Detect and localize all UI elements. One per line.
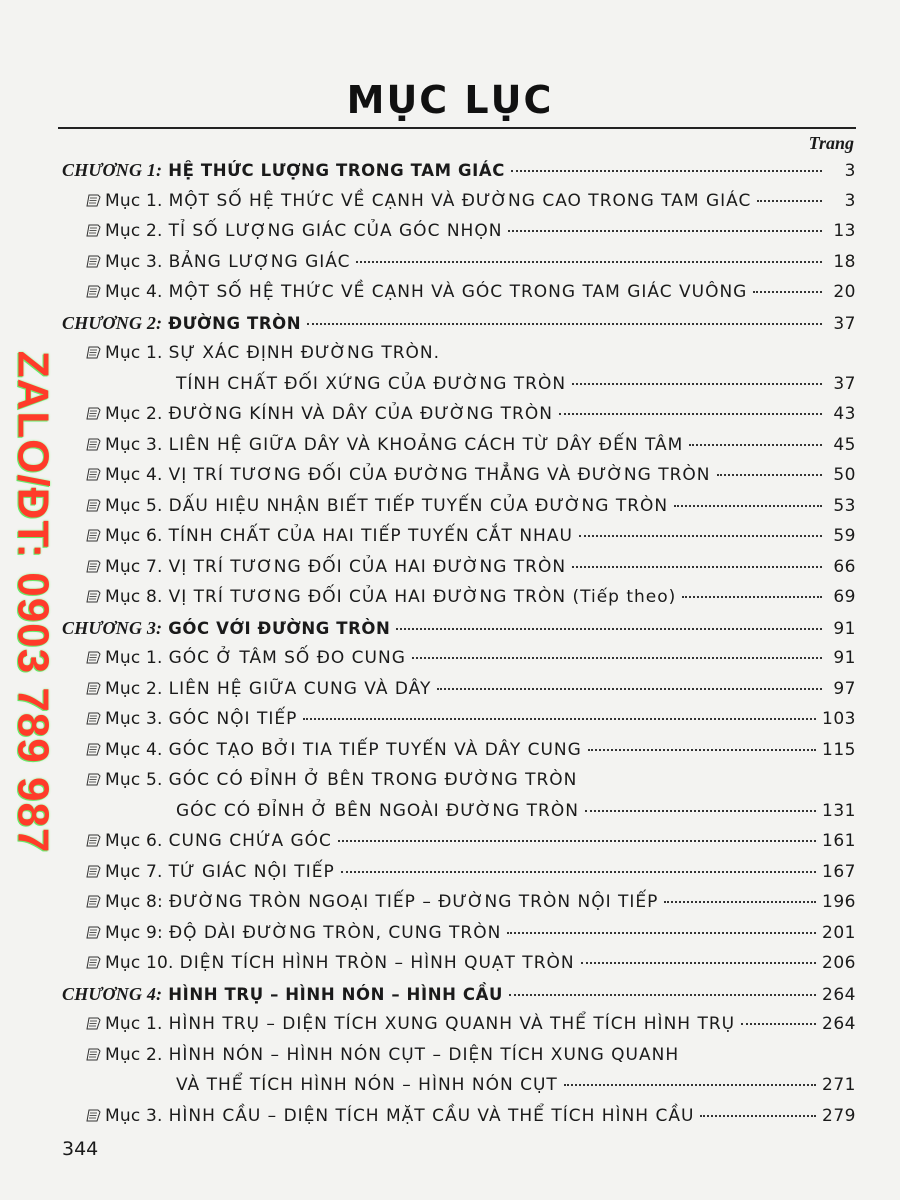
section-prefix: Mục 2. — [105, 1044, 163, 1065]
section-title: SỰ XÁC ĐỊNH ĐƯỜNG TRÒN. — [168, 343, 441, 363]
section-title: LIÊN HỆ GIỮA DÂY VÀ KHOẢNG CÁCH TỪ DÂY ĐẾN TÂM — [168, 434, 684, 455]
section-prefix: Mục 3. — [105, 434, 163, 455]
dot-leader — [717, 474, 823, 476]
section-title: GÓC CÓ ĐỈNH Ở BÊN TRONG ĐƯỜNG TRÒN — [168, 770, 578, 790]
dot-leader — [682, 596, 822, 598]
dot-leader — [689, 444, 822, 446]
toc-section-continuation — [176, 374, 856, 394]
page-icon — [86, 222, 101, 235]
section-title: VỊ TRÍ TƯƠNG ĐỐI CỦA HAI ĐƯỜNG TRÒN (Tiếp theo) — [168, 587, 677, 607]
chapter-label: CHƯƠNG 2: — [62, 312, 163, 333]
toc-section-row — [86, 1014, 856, 1034]
section-title: DẤU HIỆU NHẬN BIẾT TIẾP TUYẾN CỦA ĐƯỜNG TRÒN — [168, 495, 669, 516]
section-prefix: Mục 1. — [105, 190, 163, 211]
chapter-page-number: 264 — [822, 984, 856, 1005]
page-icon — [86, 588, 101, 601]
section-title: VỊ TRÍ TƯƠNG ĐỐI CỦA ĐƯỜNG THẲNG VÀ ĐƯỜNG TRÒN — [168, 465, 711, 485]
dot-leader — [753, 291, 822, 293]
page-icon — [86, 710, 101, 723]
page-column-header: Trang — [808, 133, 854, 153]
toc-section-row — [86, 1045, 679, 1065]
toc-section-row — [86, 892, 856, 912]
toc-section-row — [86, 252, 856, 272]
toc-section-row — [86, 587, 856, 607]
dot-leader — [507, 932, 816, 934]
section-page-number: 201 — [822, 922, 856, 943]
toc-section-row — [86, 953, 856, 973]
section-page-number: 43 — [833, 404, 856, 424]
page-icon — [86, 924, 101, 937]
section-page-number: 20 — [833, 282, 856, 302]
section-title-continued: VÀ THỂ TÍCH HÌNH NÓN – HÌNH NÓN CỤT — [176, 1075, 558, 1095]
page-icon — [86, 954, 101, 967]
page-icon — [86, 192, 101, 205]
section-prefix: Mục 9: — [105, 922, 163, 943]
section-title: ĐƯỜNG KÍNH VÀ DÂY CỦA ĐƯỜNG TRÒN — [168, 404, 553, 424]
dot-leader — [508, 230, 822, 232]
section-page-number: 59 — [833, 526, 856, 546]
section-prefix: Mục 6. — [105, 831, 163, 851]
page-icon — [86, 558, 101, 571]
page-icon — [86, 771, 101, 784]
section-title: GÓC NỘI TIẾP — [168, 709, 298, 729]
section-title: HÌNH CẦU – DIỆN TÍCH MẶT CẦU VÀ THỂ TÍCH HÌNH CẦU — [168, 1105, 695, 1126]
toc-section-row — [86, 221, 856, 241]
section-page-number: 131 — [822, 800, 856, 821]
section-prefix: Mục 3. — [105, 1105, 163, 1126]
chapter-page-number: 91 — [833, 618, 856, 639]
toc-section-row — [86, 435, 856, 455]
toc-chapter-row — [62, 618, 856, 639]
section-title: DIỆN TÍCH HÌNH TRÒN – HÌNH QUẠT TRÒN — [179, 953, 575, 973]
chapter-title: HỆ THỨC LƯỢNG TRONG TAM GIÁC — [168, 161, 505, 180]
page-icon — [86, 527, 101, 540]
toc-section-row — [86, 831, 856, 851]
page-icon — [86, 649, 101, 662]
section-page-number: 3 — [844, 190, 856, 211]
section-page-number: 115 — [822, 739, 856, 760]
toc-chapter-row — [62, 984, 856, 1005]
toc-section-continuation — [176, 1075, 856, 1095]
section-title: TỈ SỐ LƯỢNG GIÁC CỦA GÓC NHỌN — [168, 221, 503, 241]
section-title-continued: TÍNH CHẤT ĐỐI XỨNG CỦA ĐƯỜNG TRÒN — [176, 373, 567, 394]
chapter-label: CHƯƠNG 1: — [62, 160, 163, 180]
section-page-number: 37 — [833, 373, 856, 394]
section-prefix: Mục 5. — [105, 495, 163, 516]
toc-section-row — [86, 923, 856, 943]
contact-watermark — [8, 312, 58, 892]
page-title: MỤC LỤC — [346, 78, 554, 122]
section-title: GÓC Ở TÂM SỐ ĐO CUNG — [168, 648, 406, 668]
toc-section-row — [86, 282, 856, 302]
section-page-number: 66 — [833, 556, 856, 577]
toc-section-row — [86, 740, 856, 760]
dot-leader — [303, 718, 816, 720]
section-prefix: Mục 4. — [105, 465, 163, 485]
dot-leader — [356, 261, 822, 263]
dot-leader — [511, 170, 822, 172]
section-page-number: 50 — [833, 465, 856, 485]
section-prefix: Mục 5. — [105, 770, 163, 790]
toc-chapter-row — [62, 160, 856, 181]
chapter-label: CHƯƠNG 3: — [62, 617, 163, 638]
toc-section-row — [86, 679, 856, 699]
section-prefix: Mục 2. — [105, 678, 163, 699]
page-icon — [86, 893, 101, 906]
section-title: CUNG CHỨA GÓC — [168, 831, 332, 851]
dot-leader — [572, 566, 822, 568]
section-prefix: Mục 1. — [105, 1014, 163, 1034]
page-icon — [86, 1107, 101, 1120]
dot-leader — [588, 749, 816, 751]
section-prefix: Mục 1. — [105, 648, 163, 668]
section-title: MỘT SỐ HỆ THỨC VỀ CẠNH VÀ GÓC TRONG TAM GIÁC VUÔNG — [168, 282, 748, 302]
dot-leader — [741, 1023, 816, 1025]
contact-watermark-text: ZALO/ĐT: 0903 789 987 — [8, 350, 58, 854]
section-title: GÓC TẠO BỞI TIA TIẾP TUYẾN VÀ DÂY CUNG — [168, 739, 582, 760]
toc-section-row — [86, 709, 856, 729]
section-title: MỘT SỐ HỆ THỨC VỀ CẠNH VÀ ĐƯỜNG CAO TRONG TAM GIÁC — [168, 190, 752, 211]
chapter-title: GÓC VỚI ĐƯỜNG TRÒN — [168, 618, 391, 638]
chapter-title: ĐƯỜNG TRÒN — [168, 313, 302, 333]
page-icon — [86, 832, 101, 845]
toc-section-row — [86, 648, 856, 668]
section-prefix: Mục 7. — [105, 861, 163, 882]
toc-section-row — [86, 465, 856, 485]
section-title: HÌNH TRỤ – DIỆN TÍCH XUNG QUANH VÀ THỂ TÍCH HÌNH TRỤ — [168, 1014, 736, 1034]
section-prefix: Mục 1. — [105, 343, 163, 363]
toc-section-row — [86, 862, 856, 882]
section-prefix: Mục 10. — [105, 953, 174, 973]
footer-page-number: 344 — [62, 1138, 99, 1160]
dot-leader — [307, 323, 822, 325]
dot-leader — [509, 994, 816, 996]
dot-leader — [700, 1115, 816, 1117]
section-prefix: Mục 2. — [105, 221, 163, 241]
section-prefix: Mục 7. — [105, 556, 163, 577]
chapter-title: HÌNH TRỤ – HÌNH NÓN – HÌNH CẦU — [168, 984, 503, 1004]
page-icon — [86, 741, 101, 754]
section-page-number: 279 — [822, 1105, 856, 1126]
section-prefix: Mục 3. — [105, 251, 163, 272]
page-icon — [86, 497, 101, 510]
dot-leader — [579, 535, 822, 537]
toc-section-row — [86, 496, 856, 516]
section-page-number: 196 — [822, 892, 856, 912]
section-prefix: Mục 3. — [105, 709, 163, 729]
section-title: ĐƯỜNG TRÒN NGOẠI TIẾP – ĐƯỜNG TRÒN NỘI TIẾP — [168, 892, 659, 912]
section-page-number: 91 — [833, 648, 856, 668]
dot-leader — [559, 413, 822, 415]
page-icon — [86, 253, 101, 266]
chapter-label: CHƯƠNG 4: — [62, 983, 163, 1004]
dot-leader — [338, 840, 816, 842]
page-icon — [86, 1046, 101, 1059]
section-page-number: 13 — [833, 221, 856, 241]
page-icon — [86, 405, 101, 418]
dot-leader — [341, 871, 816, 873]
page-icon — [86, 863, 101, 876]
toc-section-row — [86, 343, 440, 363]
dot-leader — [664, 901, 816, 903]
section-title: VỊ TRÍ TƯƠNG ĐỐI CỦA HAI ĐƯỜNG TRÒN — [168, 556, 567, 577]
dot-leader — [564, 1084, 816, 1086]
dot-leader — [412, 657, 822, 659]
section-prefix: Mục 4. — [105, 739, 163, 760]
section-page-number: 45 — [833, 434, 856, 455]
section-page-number: 161 — [822, 831, 856, 851]
toc-section-row — [86, 557, 856, 577]
section-page-number: 69 — [833, 587, 856, 607]
chapter-page-number: 37 — [833, 313, 856, 334]
dot-leader — [396, 628, 822, 630]
page-icon — [86, 680, 101, 693]
dot-leader — [585, 810, 816, 812]
page-icon — [86, 283, 101, 296]
toc-section-continuation — [176, 801, 856, 821]
page-icon — [86, 1015, 101, 1028]
section-page-number: 97 — [833, 678, 856, 699]
section-title: ĐỘ DÀI ĐƯỜNG TRÒN, CUNG TRÒN — [168, 922, 502, 943]
section-prefix: Mục 8: — [105, 892, 163, 912]
section-title-continued: GÓC CÓ ĐỈNH Ở BÊN NGOÀI ĐƯỜNG TRÒN — [176, 800, 579, 821]
section-title: TÍNH CHẤT CỦA HAI TIẾP TUYẾN CẮT NHAU — [168, 526, 573, 546]
section-title: BẢNG LƯỢNG GIÁC — [168, 251, 351, 272]
dot-leader — [437, 688, 822, 690]
page-icon — [86, 466, 101, 479]
section-title: HÌNH NÓN – HÌNH NÓN CỤT – DIỆN TÍCH XUNG QUANH — [168, 1044, 680, 1065]
section-page-number: 53 — [833, 495, 856, 516]
section-title: LIÊN HỆ GIỮA CUNG VÀ DÂY — [168, 678, 432, 699]
section-prefix: Mục 2. — [105, 404, 163, 424]
page-icon — [86, 344, 101, 357]
section-page-number: 264 — [822, 1014, 856, 1034]
toc-section-row — [86, 191, 856, 211]
section-page-number: 167 — [822, 861, 856, 882]
toc-section-row — [86, 526, 856, 546]
section-page-number: 18 — [833, 251, 856, 272]
dot-leader — [674, 505, 822, 507]
toc-section-row — [86, 770, 577, 790]
section-page-number: 206 — [822, 953, 856, 973]
title-rule — [58, 127, 856, 129]
dot-leader — [581, 962, 816, 964]
page-icon — [86, 436, 101, 449]
section-prefix: Mục 8. — [105, 587, 163, 607]
toc-section-row — [86, 404, 856, 424]
chapter-page-number: 3 — [844, 161, 856, 181]
section-prefix: Mục 6. — [105, 526, 163, 546]
toc-chapter-row — [62, 313, 856, 334]
section-prefix: Mục 4. — [105, 282, 163, 302]
section-title: TỨ GIÁC NỘI TIẾP — [168, 861, 335, 882]
toc-section-row — [86, 1106, 856, 1126]
dot-leader — [757, 200, 822, 202]
dot-leader — [572, 383, 822, 385]
section-page-number: 103 — [822, 709, 856, 729]
section-page-number: 271 — [822, 1075, 856, 1095]
